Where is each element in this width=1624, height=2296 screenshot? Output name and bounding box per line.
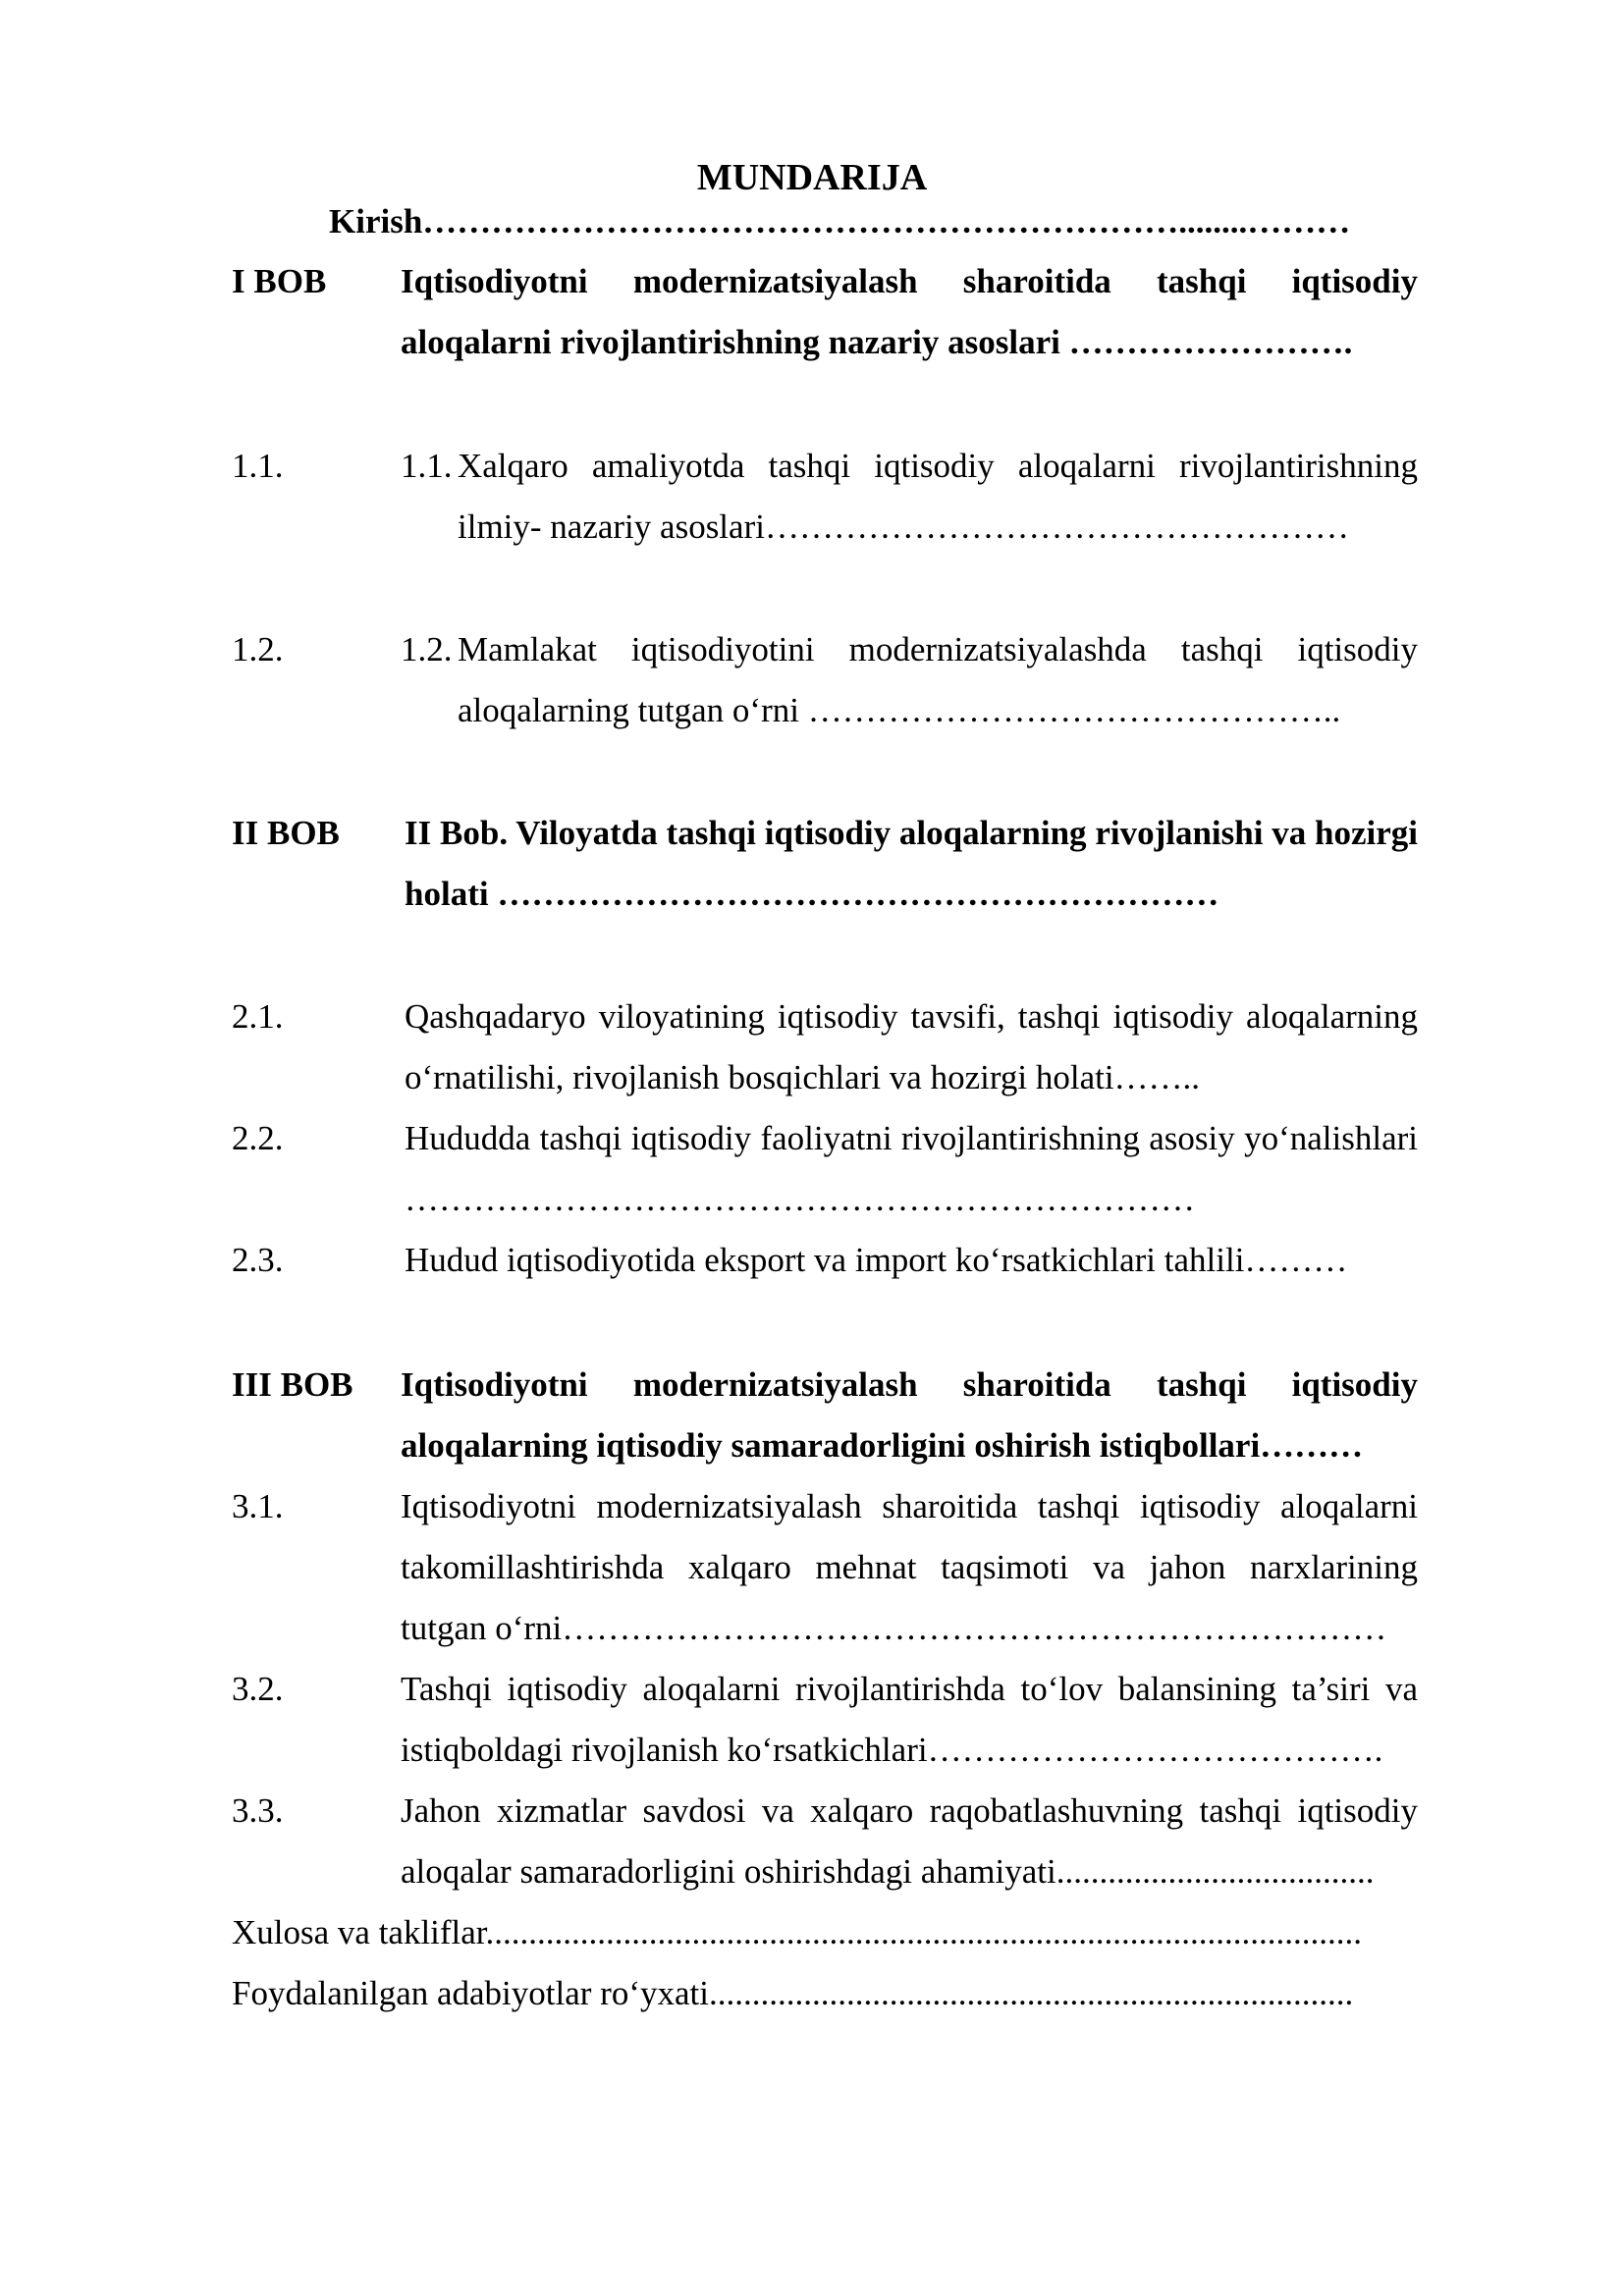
toc-number: 2.1. — [232, 997, 284, 1036]
toc-section-3-1 — [232, 1476, 1418, 1659]
toc-section-1-1 — [232, 436, 1418, 558]
toc-section-1-2 — [232, 619, 1418, 741]
toc-chapter-3 — [232, 1355, 1418, 1476]
toc-title: Hudud iqtisodiyotida eksport va import ko‘rsatkichlari tahlili……… — [405, 1241, 1348, 1279]
toc-title: Qashqadaryo viloyatining iqtisodiy tavsifi, tashqi iqtisodiy aloqalarning o‘rnatilishi, rivojlanish bosqichlari va hozirgi holati…….. — [405, 997, 1418, 1096]
toc-chapter-1 — [232, 251, 1418, 373]
toc-section-2-3 — [232, 1230, 1418, 1291]
toc-section-3-3 — [232, 1781, 1418, 1902]
page-title: MUNDARIJA — [696, 157, 928, 198]
toc-title: Iqtisodiyotni modernizatsiyalash sharoitida tashqi iqtisodiy aloqalarning iqtisodiy samaradorligini oshirish istiqbollari……… — [401, 1365, 1418, 1465]
toc-title: Jahon xizmatlar savdosi va xalqaro raqobatlashuvning tashqi iqtisodiy aloqalar samaradorligini oshirishdagi ahamiyati..................................... — [401, 1791, 1418, 1891]
toc-section-2-1 — [232, 987, 1418, 1108]
toc-entry-conclusion: Xulosa va takliflar...................................................................................................... — [232, 1913, 1363, 1951]
toc-title: Hududda tashqi iqtisodiy faoliyatni rivojlantirishning asosiy yo‘nalishlari …………………………………………………………… — [405, 1119, 1418, 1218]
toc-title: Iqtisodiyotni modernizatsiyalash sharoitida tashqi iqtisodiy aloqalarni takomillashtirishda xalqaro mehnat taqsimoti va jahon narxlarining tutgan o‘rni……………………………………………………………… — [401, 1487, 1418, 1647]
toc-number: 3.3. — [232, 1791, 284, 1830]
toc-number: 2.2. — [232, 1119, 284, 1157]
toc-section-3-2 — [232, 1659, 1418, 1781]
toc-title: Mamlakat iqtisodiyotini modernizatsiyalashda tashqi iqtisodiy aloqalarning tutgan o‘rni ……………………………………….. — [458, 630, 1418, 729]
toc-title: Tashqi iqtisodiy aloqalarni rivojlantirishda to‘lov balansining ta’siri va istiqboldagi rivojlanish ko‘rsatkichlari…………………………………. — [401, 1670, 1418, 1769]
toc-subnumber: 1.2. — [401, 630, 453, 668]
toc-entry-kirish: Kirish…………………………………………………………........……… — [329, 202, 1351, 240]
toc-title: Xalqaro amaliyotda tashqi iqtisodiy aloqalarni rivojlantirishning ilmiy- nazariy asoslari…………………………………………… — [458, 447, 1418, 546]
toc-chapter-2 — [232, 803, 1418, 925]
toc-number: I BOB — [232, 262, 327, 300]
toc-title: Iqtisodiyotni modernizatsiyalash sharoitida tashqi iqtisodiy aloqalarni rivojlantirishning nazariy asoslari ……………………. — [401, 262, 1418, 361]
toc-number: III BOB — [232, 1365, 353, 1404]
toc-number: 1.1. — [232, 447, 284, 485]
toc-title: II Bob. Viloyatda tashqi iqtisodiy aloqalarning rivojlanishi va hozirgi holati ……………………………………………………… — [405, 814, 1418, 913]
toc-number: 1.2. — [232, 630, 284, 668]
toc-number: 3.1. — [232, 1487, 284, 1525]
toc-number: II BOB — [232, 814, 340, 852]
toc-number: 2.3. — [232, 1241, 284, 1279]
toc-section-2-2 — [232, 1108, 1418, 1230]
toc-number: 3.2. — [232, 1670, 284, 1708]
toc-entry-references: Foydalanilgan adabiyotlar ro‘yxati........................................................................... — [232, 1974, 1354, 2012]
toc-subnumber: 1.1. — [401, 447, 453, 485]
